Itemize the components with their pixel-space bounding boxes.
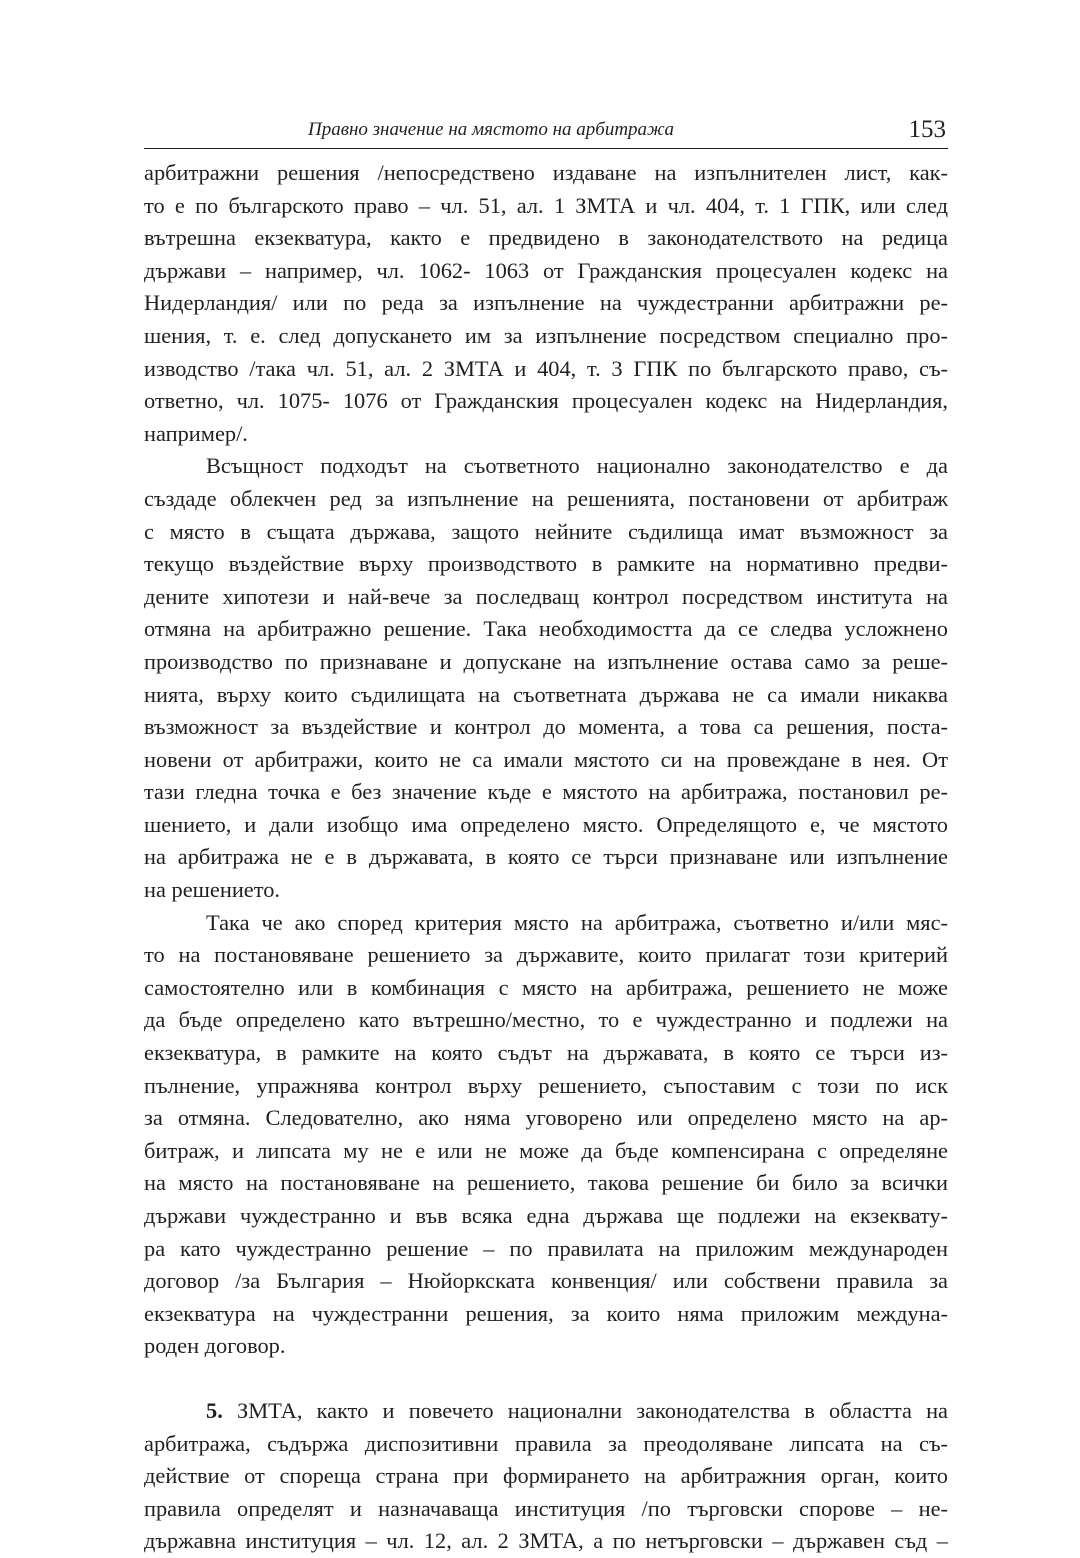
text-line: отмяна на арбитражно решение. Така необходимостта да се следва усложнено <box>144 616 948 642</box>
text-line: ра като чуждестранно решение – по правилата на приложим международен <box>144 1235 948 1261</box>
paragraph-2 <box>144 450 948 906</box>
text-line: роден договор. <box>144 1333 286 1359</box>
body-text <box>144 157 948 1558</box>
paragraph-4 <box>144 1395 948 1558</box>
text-line: то на постановяване решението за държавите, които прилагат този критерий <box>144 942 948 968</box>
text-line: например/. <box>144 420 248 446</box>
text-line: да бъде определено като вътрешно/местно, то е чуждестранно и подлежи на <box>144 1007 948 1033</box>
section-gap <box>144 1363 948 1395</box>
text-line: възможност за въздействие и контрол до момента, а това са решения, поста- <box>144 714 948 740</box>
text-line: с място в същата държава, защото нейните съдилища имат възможност за <box>144 518 948 544</box>
text-line: производство по признаване и допускане на изпълнение остава само за реше- <box>144 648 948 674</box>
text-line: текущо въздействие върху производството в рамките на нормативно предви- <box>144 551 948 577</box>
text-line: шения, т. е. след допускането им за изпълнение посредством специално про- <box>144 322 948 348</box>
paragraph-3 <box>144 907 948 1363</box>
text-line: то е по българското право – чл. 51, ал. 1 ЗМТА и чл. 404, т. 1 ГПК, или след <box>144 192 948 218</box>
text-line: пълнение, упражнява контрол върху решението, съпоставим с този по иск <box>144 1072 948 1098</box>
text-line: шението, и дали изобщо има определено място. Определящото е, че мястото <box>144 811 948 837</box>
text-line: договор /за България – Нюйоркската конвенция/ или собствени правила за <box>144 1268 948 1294</box>
paragraph-1 <box>144 157 948 450</box>
text-line: на решението. <box>144 877 281 903</box>
page-number: 153 <box>908 116 946 143</box>
text-line: арбитражни решения /непосредствено издаване на изпълнителен лист, как- <box>144 160 948 185</box>
text-line: държави чуждестранно и във всяка една държава ще подлежи на екзеквату- <box>144 1203 948 1228</box>
text-line: държавна институция – чл. 12, ал. 2 ЗМТА, а по нетърговски – държавен съд – <box>144 1528 948 1554</box>
text-line: дените хипотези и най-вече за последващ контрол посредством института на <box>144 583 948 609</box>
text-line: ответно, чл. 1075- 1076 от Гражданския процесуален кодекс на Нидерландия, <box>144 388 948 414</box>
text-line: новени от арбитражи, които не са имали мястото си на провеждане в нея. От <box>144 746 948 772</box>
text-line: Така че ако според критерия място на арбитража, съответно и/или мяс- <box>206 909 948 935</box>
text-line: битраж, и липсата му не е или не може да бъде компенсирана с определяне <box>144 1137 948 1163</box>
text-line <box>144 1395 948 1428</box>
running-title: Правно значение на мястото на арбитража <box>308 119 674 140</box>
text-line: на място на постановяване на решението, такова решение би било за всички <box>144 1170 948 1196</box>
text-line: самостоятелно или в комбинация с място на арбитража, решението не може <box>144 974 948 1000</box>
running-header <box>144 112 948 149</box>
text-line: за отмяна. Следователно, ако няма уговорено или определено място на ар- <box>144 1105 948 1131</box>
text-line: екзекватура на чуждестранни решения, за които няма приложим междуна- <box>144 1300 948 1326</box>
text-line: арбитража, съдържа диспозитивни правила за преодоляване липсата на съ- <box>144 1430 948 1456</box>
text-line: Всъщност подходът на съответното национално законодателство е да <box>206 453 948 479</box>
text-line: Нидерландия/ или по реда за изпълнение на чуждестранни арбитражни ре- <box>144 290 948 316</box>
text-line: нията, върху които съдилищата на съответната държава не са имали никаква <box>144 681 948 707</box>
text-line: екзекватура, в рамките на която съдът на държавата, в която се търси из- <box>144 1040 948 1066</box>
text-line: държави – например, чл. 1062- 1063 от Гражданския процесуален кодекс на <box>144 257 948 283</box>
section-number: 5. <box>206 1397 223 1423</box>
text-line: на арбитража не е в държавата, в която се търси признаване или изпълнение <box>144 844 948 870</box>
line-text: ЗМТА, както и повечето национални законодателства в областта на <box>222 1397 948 1423</box>
text-line: правила определят и назначаваща институция /по търговски спорове – не- <box>144 1495 948 1521</box>
text-line: действие от спореща страна при формирането на арбитражния орган, които <box>144 1463 948 1489</box>
text-line: изводство /така чл. 51, ал. 2 ЗМТА и 404, т. 3 ГПК по българското право, съ- <box>144 355 948 381</box>
text-line: вътрешна екзекватура, както е предвидено в законодателството на редица <box>144 225 948 251</box>
text-line: създаде облекчен ред за изпълнение на решенията, постановени от арбитраж <box>144 485 948 511</box>
text-line: тази гледна точка е без значение къде е мястото на арбитража, постановил ре- <box>144 779 948 805</box>
